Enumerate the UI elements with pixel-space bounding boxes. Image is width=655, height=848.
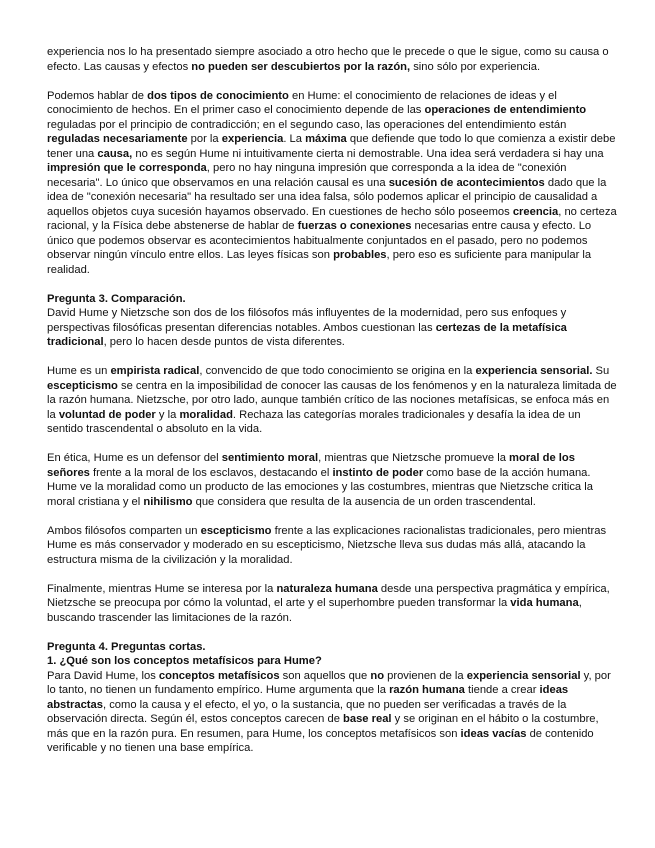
- paragraph-q3-ethics: En ética, Hume es un defensor del sentimiento moral, mientras que Nietzsche promueve la moral de los señores frente a la moral de los esclavos, destacando el instinto de poder como base de la acción humana. Hume ve la moralidad como un producto de las emociones y las costumbres, mientras que Nietzsche critica la moral cristiana y el nihilismo que considera que resulta de la ausencia de un orden trascendental.: [47, 452, 593, 508]
- document-page: [47, 45, 619, 770]
- paragraph-q3-intro: David Hume y Nietzsche son dos de los filósofos más influyentes de la modernidad, pero sus enfoques y perspectivas filosóficas presentan diferencias notables. Ambos cuestionan las certezas de la metafísica tradicional, pero lo hacen desde puntos de vista diferentes.: [47, 307, 567, 348]
- heading-question-3: Pregunta 3. Comparación.: [47, 292, 186, 305]
- paragraph-causality: experiencia nos lo ha presentado siempre asociado a otro hecho que le precede o que le sigue, como su causa o efecto. Las causas y efectos no pueden ser descubiertos por la razón, sino sólo por experiencia.: [47, 46, 609, 73]
- paragraph-q4-metaphysical-concepts: Para David Hume, los conceptos metafísicos son aquellos que no provienen de la experiencia sensorial y, por lo tanto, no tienen un fundamento empírico. Hume argumenta que la razón humana tiende a crear ideas abstractas, como la causa y el efecto, el yo, o la sustancia, que no pueden ser verificadas a través de la observación directa. Según él, estos conceptos carecen de base real y se originan en el hábito o la costumbre, más que en la razón pura. En resumen, para Hume, los conceptos metafísicos son ideas vacías de contenido verificable y no tienen una base empírica.: [47, 669, 611, 754]
- heading-question-4: Pregunta 4. Preguntas cortas.: [47, 640, 206, 653]
- paragraph-q3-conclusion: Finalmente, mientras Hume se interesa por la naturaleza humana desde una perspectiva pragmática y empírica, Nietzsche se preocupa por cómo la voluntad, el arte y el superhombre pueden transformar la vida humana, buscando trascender las limitaciones de la razón.: [47, 582, 610, 624]
- paragraph-q3-empiricism: Hume es un empirista radical, convencido de que todo conocimiento se origina en la experiencia sensorial. Su escepticismo se centra en la imposibilidad de conocer las causas de los fenómenos y en la naturaleza limitada de la razón humana. Nietzsche, por otro lado, aunque también crítico de las nociones metafísicas, se enfoca más en la voluntad de poder y la moralidad. Rechaza las categorías morales tradicionales y desafía la idea de un sentido trascendental o absoluto en la vida.: [47, 365, 617, 435]
- subheading-question-4-1: 1. ¿Qué son los conceptos metafísicos para Hume?: [47, 655, 322, 667]
- paragraph-q3-skepticism: Ambos filósofos comparten un escepticismo frente a las explicaciones racionalistas tradicionales, pero mientras Hume es más conservador y moderado en su escepticismo, Nietzsche lleva sus dudas más allá, atacando la estructura misma de la civilización y la moralidad.: [47, 524, 607, 566]
- paragraph-knowledge-types: Podemos hablar de dos tipos de conocimiento en Hume: el conocimiento de relaciones de ideas y el conocimiento de hechos. En el primer caso el conocimiento depende de las operaciones de entendimiento reguladas por el principio de contradicción; en el segundo caso, las operaciones del entendimiento están reguladas necesariamente por la experiencia. La máxima que defiende que todo lo que comienza a existir debe tener una causa, no es según Hume ni intuitivamente cierta ni demostrable. Una idea será verdadera si hay una impresión que le corresponda, pero no hay ninguna impresión que corresponda a la idea de "conexión necesaria". Lo único que observamos en una relación causal es una sucesión de acontecimientos dado que la idea de "conexión necesaria" ha resultado ser una idea falsa, sólo podemos aplicar el principio de causalidad a aquellos objetos cuya sucesión hayamos observado. En cuestiones de hecho sólo poseemos creencia, no certeza racional, y la Física debe abstenerse de hablar de fuerzas o conexiones necesarias entre causa y efecto. Lo único que podemos observar es acontecimientos habitualmente conjuntados en el pasado, pero no podemos observar ningún vínculo entre ellos. Las leyes físicas son probables, pero eso es suficiente para manipular la realidad.: [47, 89, 617, 276]
